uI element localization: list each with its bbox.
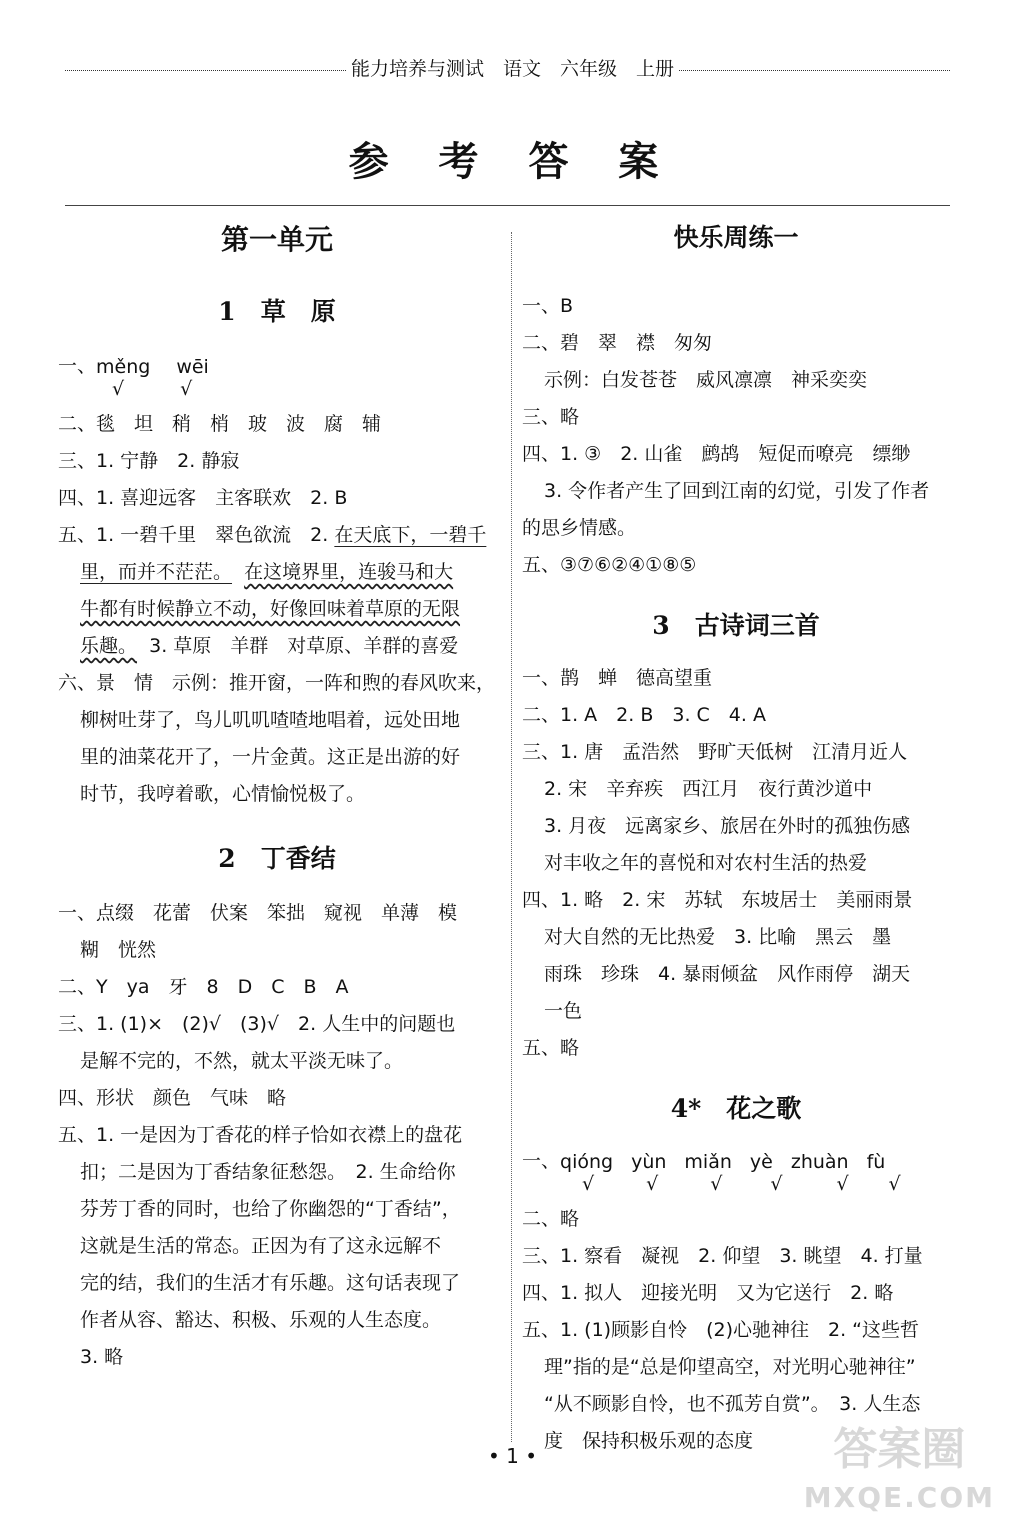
answer-line: 三、1. 宁静 2. 静寂 bbox=[58, 450, 240, 472]
pinyin-item: zhuàn bbox=[790, 1151, 849, 1173]
pinyin-item: qióng bbox=[560, 1151, 614, 1173]
right-column bbox=[522, 218, 950, 1460]
header-text: 能力培养与测试 语文 六年级 上册 bbox=[347, 58, 678, 80]
answer-line: 五、1. (1)顾影自怜 (2)心驰神往 2. “这些哲 bbox=[522, 1319, 920, 1341]
question-label: 一、 bbox=[58, 355, 97, 377]
answer-line: 作者从容、豁达、积极、乐观的人生态度。 bbox=[80, 1309, 442, 1331]
underlined-text: 在天底下，一碧千 bbox=[334, 524, 487, 546]
column-divider bbox=[511, 232, 512, 1442]
answer-line: “从不顾影自怜，也不孤芳自赏”。 3. 人生态 bbox=[544, 1393, 921, 1415]
wavy-underlined-text: 在这境界里，连骏马和大 bbox=[244, 561, 454, 583]
answer-text: 五、1. 一碧千里 翠色欲流 2. bbox=[58, 524, 335, 546]
answer-line: 一、点缀 花蕾 伏案 笨拙 窥视 单薄 模 bbox=[58, 902, 458, 924]
answer-line: 五、略 bbox=[522, 1037, 580, 1059]
answer-text: 3. 草原 羊群 对草原、羊群的喜爱 bbox=[149, 635, 459, 657]
watermark-logo bbox=[804, 1426, 995, 1522]
wavy-underlined-text: 牛都有时候静立不动，好像回味着草原的无限 bbox=[80, 598, 461, 620]
check-mark: √ bbox=[180, 378, 193, 400]
answer-line: 六、景 情 示例：推开窗，一阵和煦的春风吹来， bbox=[58, 672, 496, 694]
answer-line: 3. 月夜 远离家乡、旅居在外时的孤独伤感 bbox=[544, 815, 911, 837]
answer-line: 雨珠 珍珠 4. 暴雨倾盆 风作雨停 湖天 bbox=[544, 963, 911, 985]
answer-line: 二、略 bbox=[522, 1208, 580, 1230]
left-column bbox=[58, 218, 496, 1376]
answer-line: 四、形状 颜色 气味 略 bbox=[58, 1087, 287, 1109]
answer-line bbox=[58, 554, 496, 591]
check-mark: √ bbox=[112, 378, 125, 400]
pinyin-item: yè bbox=[749, 1151, 773, 1173]
watermark-url: MXQE.COM bbox=[803, 1481, 995, 1514]
answer-line: 完的结，我们的生活才有乐趣。这句话表现了 bbox=[80, 1272, 461, 1294]
page-number: • 1 • bbox=[487, 1444, 538, 1468]
answer-line: 3. 令作者产生了回到江南的幻觉，引发了作者 bbox=[544, 480, 930, 502]
answer-line: 对大自然的无比热爱 3. 比喻 黑云 墨 bbox=[544, 926, 892, 948]
answer-line: 2. 宋 辛弃疾 西江月 夜行黄沙道中 bbox=[544, 778, 873, 800]
watermark-text: 答案圈 bbox=[833, 1424, 966, 1475]
pinyin-question bbox=[522, 1143, 950, 1201]
answer-line: 糊 恍然 bbox=[80, 939, 157, 961]
pinyin-item: fù bbox=[866, 1151, 886, 1173]
answer-line: 是解不完的，不然，就太平淡无味了。 bbox=[80, 1050, 404, 1072]
check-mark: √ bbox=[646, 1173, 659, 1195]
lesson-title: 4* 花之歌 bbox=[670, 1094, 802, 1123]
check-mark: √ bbox=[770, 1173, 783, 1195]
answer-line: 五、1. 一是因为丁香花的样子恰如衣襟上的盘花 bbox=[58, 1124, 463, 1146]
answer-line: 芬芳丁香的同时，也给了你幽怨的“丁香结”， bbox=[80, 1198, 461, 1220]
answer-line: 三、1. 察看 凝视 2. 仰望 3. 眺望 4. 打量 bbox=[522, 1245, 923, 1267]
answer-line: 三、1. (1)× (2)√ (3)√ 2. 人生中的问题也 bbox=[58, 1013, 456, 1035]
answer-line: 二、毯 坦 稍 梢 玻 波 腐 辅 bbox=[58, 413, 382, 435]
answer-line: 时节，我哼着歌，心情愉悦极了。 bbox=[80, 783, 366, 805]
title-rule bbox=[65, 205, 950, 206]
pinyin-question bbox=[58, 348, 496, 406]
answer-line: 三、略 bbox=[522, 406, 580, 428]
answer-line: 三、1. 唐 孟浩然 野旷天低树 江清月近人 bbox=[522, 741, 908, 763]
answer-line: 四、1. ③ 2. 山雀 鹧鸪 短促而嘹亮 缥缈 bbox=[522, 443, 911, 465]
answer-line bbox=[58, 591, 496, 628]
question-label: 一、 bbox=[522, 1150, 561, 1172]
answer-line: 二、碧 翠 襟 匆匆 bbox=[522, 332, 713, 354]
answer-line: 里的油菜花开了，一片金黄。这正是出游的好 bbox=[80, 746, 461, 768]
answer-line: 度 保持积极乐观的态度 bbox=[544, 1430, 754, 1452]
answer-line: 柳树吐芽了，鸟儿叽叽喳喳地唱着，远处田地 bbox=[80, 709, 461, 731]
answer-line: 对丰收之年的喜悦和对农村生活的热爱 bbox=[544, 852, 868, 874]
lesson-title: 1 草 原 bbox=[218, 297, 336, 326]
check-mark: √ bbox=[836, 1173, 849, 1195]
running-header bbox=[0, 54, 1025, 81]
lesson-title: 3 古诗词三首 bbox=[652, 611, 820, 640]
answer-line: 四、1. 略 2. 宋 苏轼 东坡居士 美丽雨景 bbox=[522, 889, 913, 911]
pinyin-item: měng bbox=[96, 356, 151, 378]
wavy-underlined-text: 乐趣。 bbox=[80, 635, 138, 657]
unit-title: 第一单元 bbox=[220, 223, 333, 256]
answer-line bbox=[58, 517, 496, 554]
answer-line: 四、1. 拟人 迎接光明 又为它送行 2. 略 bbox=[522, 1282, 894, 1304]
answer-line: 五、③⑦⑥②④①⑧⑤ bbox=[522, 554, 697, 576]
answer-line: 3. 略 bbox=[80, 1346, 124, 1368]
page-title: 参 考 答 案 bbox=[348, 138, 677, 185]
pinyin-item: wēi bbox=[176, 356, 209, 378]
answer-line bbox=[58, 628, 496, 665]
answer-line: 扣；二是因为丁香结象征愁怨。 2. 生命给你 bbox=[80, 1161, 456, 1183]
answer-line: 这就是生活的常态。正因为有了这永远解不 bbox=[80, 1235, 442, 1257]
answer-line: 示例：白发苍苍 威风凛凛 神采奕奕 bbox=[544, 369, 868, 391]
answer-line: 一、B bbox=[522, 295, 574, 317]
answer-line: 二、Y ya 牙 8 D C B A bbox=[58, 976, 349, 998]
unit-title: 快乐周练一 bbox=[673, 223, 799, 252]
check-mark: √ bbox=[888, 1173, 901, 1195]
underlined-text: 里，而并不茫茫。 bbox=[80, 561, 233, 583]
pinyin-item: miǎn bbox=[684, 1151, 732, 1173]
answer-line: 的思乡情感。 bbox=[522, 517, 637, 539]
answer-line: 二、1. A 2. B 3. C 4. A bbox=[522, 704, 766, 726]
answer-line: 理”指的是“总是仰望高空，对光明心驰神往” bbox=[544, 1356, 916, 1378]
answer-line: 四、1. 喜迎远客 主客联欢 2. B bbox=[58, 487, 348, 509]
pinyin-item: yùn bbox=[631, 1151, 667, 1173]
answer-line: 一色 bbox=[544, 1000, 583, 1022]
answer-line: 一、鹊 蝉 德高望重 bbox=[522, 667, 713, 689]
lesson-title: 2 丁香结 bbox=[218, 844, 336, 873]
check-mark: √ bbox=[710, 1173, 723, 1195]
check-mark: √ bbox=[582, 1173, 595, 1195]
